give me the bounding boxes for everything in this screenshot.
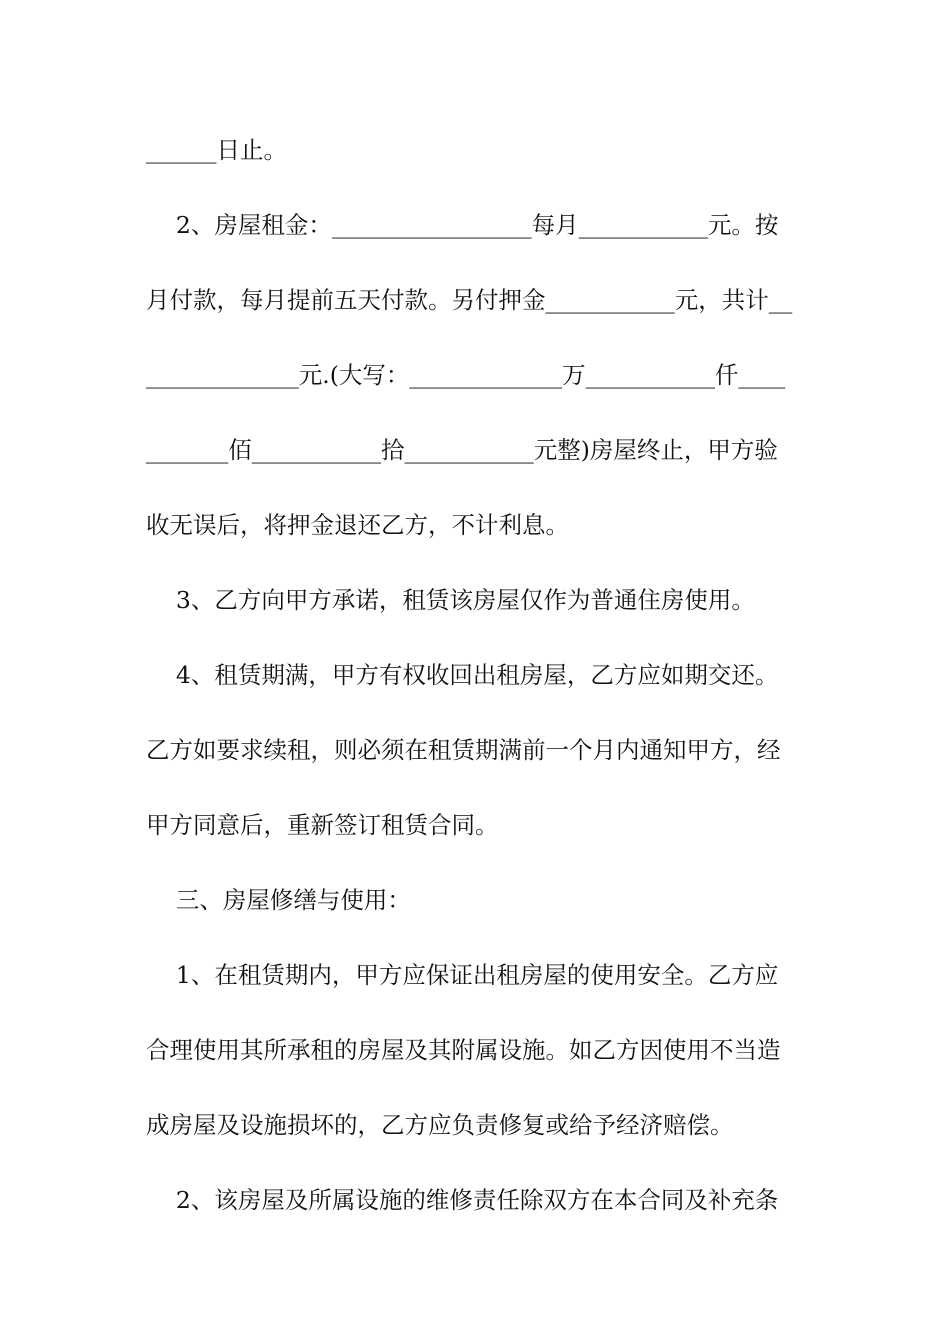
text-line: 3、乙方向甲方承诺，租赁该房屋仅作为普通住房使用。	[146, 586, 755, 614]
text-line: 收无误后，将押金退还乙方，不计利息。	[146, 511, 569, 539]
text-line: 4、租赁期满，甲方有权收回出租房屋，乙方应如期交还。	[146, 661, 779, 689]
text-line: 1、在租赁期内，甲方应保证出租房屋的使用安全。乙方应	[146, 961, 779, 989]
text-line: _____________元.(大写：_____________万___________仟____	[146, 361, 786, 389]
text-line: 2、该房屋及所属设施的维修责任除双方在本合同及补充条	[146, 1186, 779, 1214]
text-line: 合理使用其所承租的房屋及其附属设施。如乙方因使用不当造	[146, 1036, 781, 1064]
text-line: 月付款，每月提前五天付款。另付押金___________元，共计__	[146, 286, 793, 314]
text-line: ______日止。	[146, 136, 287, 164]
text-line: 乙方如要求续租，则必须在租赁期满前一个月内通知甲方，经	[146, 736, 781, 764]
text-line: 甲方同意后，重新签订租赁合同。	[146, 811, 499, 839]
text-line: 成房屋及设施损坏的，乙方应负责修复或给予经济赔偿。	[146, 1111, 734, 1139]
text-line: 2、房屋租金：_________________每月___________元。按	[146, 211, 779, 239]
text-line: _______佰___________拾___________元整)房屋终止，甲方验	[146, 436, 778, 464]
section-heading: 三、房屋修缮与使用：	[146, 886, 411, 914]
